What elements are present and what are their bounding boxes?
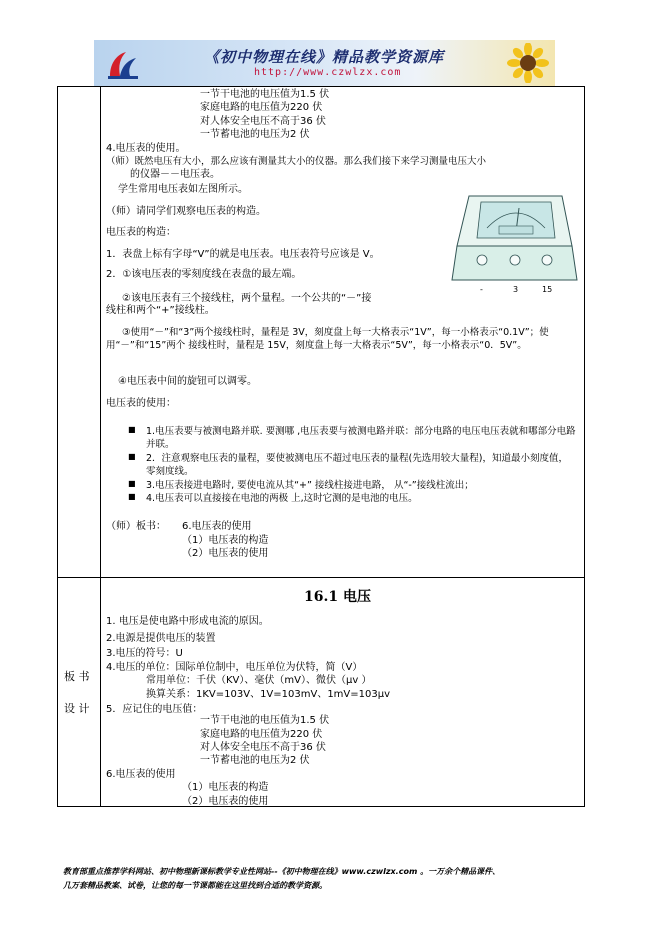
board-label: （师）板书： bbox=[106, 521, 166, 532]
banner-url[interactable]: http://www.czwlzx.com bbox=[254, 67, 402, 78]
lower-line-6b: （2）电压表的使用 bbox=[182, 796, 269, 807]
board-line-1: 6.电压表的使用 bbox=[182, 521, 252, 532]
upper-voltage-example-2: 家庭电路的电压值为220 伏 bbox=[200, 102, 323, 113]
lower-voltage-example-2: 家庭电路的电压值为220 伏 bbox=[200, 729, 323, 740]
lower-line-4a: 常用单位：千伏（KV）、毫伏（mV）、微伏（μv ） bbox=[146, 675, 372, 686]
bullet-dot: ■ bbox=[128, 425, 136, 434]
table-column-divider bbox=[100, 86, 101, 807]
upper-voltage-example-3: 对人体安全电压不高于36 伏 bbox=[200, 116, 326, 127]
lower-line-1: 1. 电压是使电路中形成电流的原因。 bbox=[106, 616, 269, 627]
bullet-dot: ■ bbox=[128, 492, 136, 501]
structure-point-1: 1．表盘上标有字母“V”的就是电压表。电压表符号应该是 V。 bbox=[106, 249, 380, 260]
teacher-line-1: （师）既然电压有大小，那么应该有测量其大小的仪器。那么我们接下来学习测量电压大小 bbox=[106, 156, 487, 167]
usage-bullet-2: 2．注意观察电压表的量程，要使被测电压不超过电压表的量程(先选用较大量程)，知道最小刻度值，零刻度线。 bbox=[146, 453, 568, 477]
lower-line-4: 4.电压的单位：国际单位制中，电压单位为伏特，简（V） bbox=[106, 662, 363, 673]
teacher-line-1-cont: 的仪器－－电压表。 bbox=[130, 169, 220, 180]
lower-line-3: 3.电压的符号：U bbox=[106, 648, 183, 659]
structure-point-2: 2．①该电压表的零刻度线在表盘的最左端。 bbox=[106, 269, 302, 280]
item-4-heading: 4.电压表的使用。 bbox=[106, 143, 186, 154]
usage-bullet-3: 3.电压表接进电路时, 要使电流从其“+” 接线柱接进电路， 从“-”接线柱流出； bbox=[146, 480, 474, 491]
lower-voltage-example-3: 对人体安全电压不高于36 伏 bbox=[200, 742, 326, 753]
header-banner bbox=[94, 40, 555, 86]
bullet-dot: ■ bbox=[128, 452, 136, 461]
structure-point-4: ③使用“－”和“3”两个接线柱时，量程是 3V，刻度盘上每一大格表示“1V”，每一小格表示“0.1V”；使用“－”和“15”两个 接线柱时，量程是 15V，刻度盘上每一大格表示“5V”，每一小格表示“0．5V”。 bbox=[106, 327, 549, 351]
voltmeter-illustration-icon bbox=[447, 188, 582, 298]
lower-voltage-example-4: 一节蓄电池的电压为2 伏 bbox=[200, 755, 310, 766]
lower-voltage-example-1: 一节干电池的电压值为1.5 伏 bbox=[200, 715, 330, 726]
table-row-divider bbox=[57, 577, 585, 578]
footer-line-1: 教育部重点推荐学科网站、初中物理新课标教学专业性网站--《初中物理在线》www.czwlzx.com 。一万余个精品课件、 bbox=[63, 867, 501, 876]
meter-terminal-label: - bbox=[480, 285, 483, 294]
students-line: 学生常用电压表如左图所示。 bbox=[118, 184, 248, 195]
lower-line-5: 5．应记住的电压值： bbox=[106, 704, 203, 715]
usage-bullet-4: 4.电压表可以直接接在电池的两极 上,这时它测的是电池的电压。 bbox=[146, 493, 418, 504]
bullet-dot: ■ bbox=[128, 479, 136, 488]
side-label-board: 板 书 bbox=[64, 670, 90, 683]
lower-line-2: 2.电源是提供电压的装置 bbox=[106, 633, 216, 644]
structure-point-3-cont: 线柱和两个“+”接线柱。 bbox=[106, 305, 215, 316]
meter-terminal-label: 3 bbox=[513, 285, 519, 294]
side-label-design: 设 计 bbox=[64, 702, 90, 715]
meter-terminal-label: 15 bbox=[542, 285, 553, 294]
lower-line-4b: 换算关系：1KV=103V、1V=103mV、1mV=103μv bbox=[146, 689, 391, 700]
lower-line-6: 6.电压表的使用 bbox=[106, 769, 176, 780]
structure-point-3: ②该电压表有三个接线柱，两个量程。一个公共的“－”接 bbox=[122, 293, 372, 304]
teacher-line-2: （师）请同学们观察电压表的构造。 bbox=[106, 206, 266, 217]
structure-point-5: ④电压表中间的旋钮可以调零。 bbox=[118, 376, 257, 387]
site-logo-icon bbox=[106, 48, 140, 80]
usage-bullet-1: 1.电压表要与被测电路并联. 要测哪 ,电压表要与被测电路并联：部分电路的电压电压表就和哪部分电路并联。 bbox=[146, 426, 576, 450]
board-line-3: （2）电压表的使用 bbox=[182, 548, 269, 559]
upper-voltage-example-1: 一节干电池的电压值为1.5 伏 bbox=[200, 89, 330, 100]
upper-voltage-example-4: 一节蓄电池的电压为2 伏 bbox=[200, 129, 310, 140]
sunflower-icon bbox=[505, 43, 551, 83]
lower-line-6a: （1）电压表的构造 bbox=[182, 782, 269, 793]
banner-title: 《初中物理在线》精品教学资源库 bbox=[204, 48, 445, 66]
footer-line-2: 几万套精品教案、试卷，让您的每一节课都能在这里找到合适的教学资源。 bbox=[63, 881, 327, 890]
usage-title: 电压表的使用： bbox=[106, 398, 176, 409]
board-line-2: （1）电压表的构造 bbox=[182, 535, 269, 546]
structure-title: 电压表的构造： bbox=[106, 227, 176, 238]
section-heading: 16.1 电压 bbox=[304, 589, 371, 605]
